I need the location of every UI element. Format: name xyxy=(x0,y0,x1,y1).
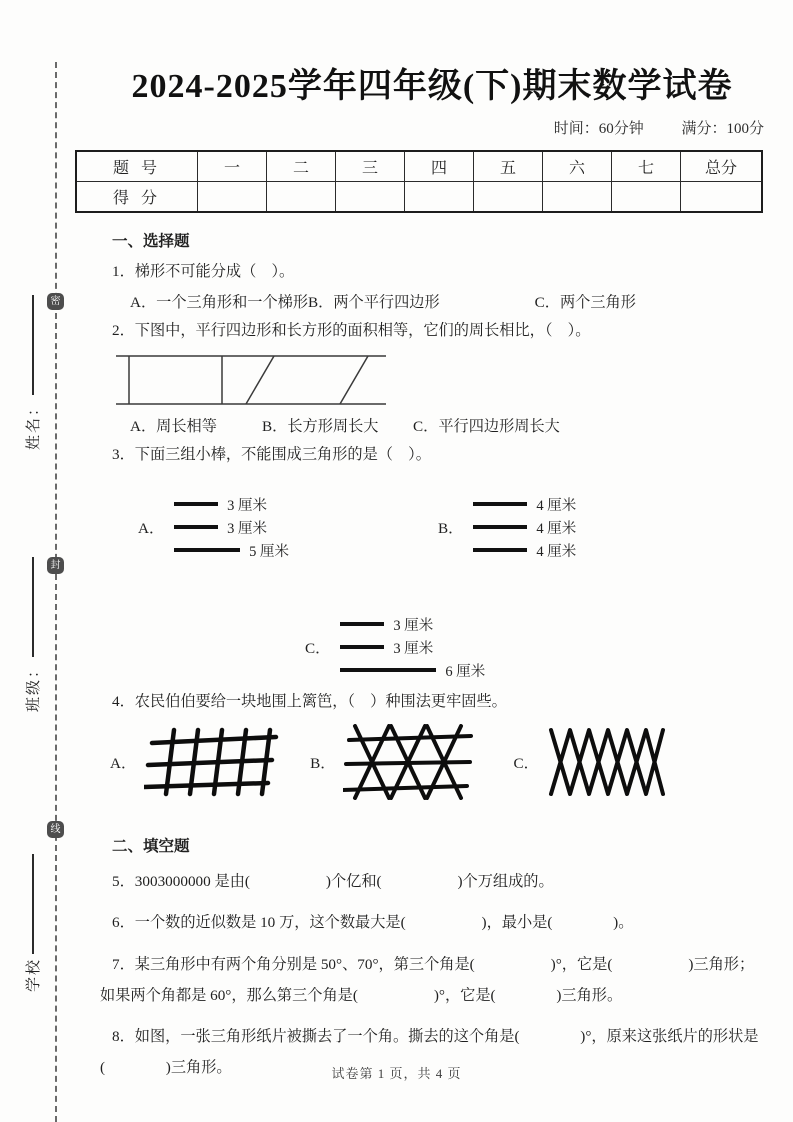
stick-row xyxy=(340,661,485,680)
question-2-text: 2．下图中，平行四边形和长方形的面积相等，它们的周长相比，（ ）。 xyxy=(112,322,591,340)
stick-label: 4 厘米 xyxy=(536,497,577,514)
side-field-class xyxy=(22,557,43,712)
q3-group-c-sticks xyxy=(340,615,485,680)
name-label: 姓名： xyxy=(26,398,42,450)
score-cell-empty xyxy=(543,182,612,213)
section2-heading: 二、填空题 xyxy=(112,838,190,856)
score-table xyxy=(75,150,763,213)
class-blank-line xyxy=(32,557,34,657)
time-limit: 时间：60分钟 xyxy=(553,121,644,137)
stick-3cm xyxy=(340,645,384,649)
school-label: 学校 xyxy=(26,957,42,992)
score-table-header-row xyxy=(76,151,762,182)
col-header-6: 六 xyxy=(543,151,612,182)
stick-row xyxy=(340,615,485,634)
q2-option-c: C．平行四边形周长大 xyxy=(413,417,560,435)
q4-label-b: B． xyxy=(310,754,336,772)
page-footer: 试卷第 1 页，共 4 页 xyxy=(331,1066,462,1081)
stick-5cm xyxy=(174,548,240,552)
stick-3cm xyxy=(174,525,218,529)
col-header-1: 一 xyxy=(198,151,267,182)
score-cell-empty xyxy=(681,182,763,213)
question-3-text: 3．下面三组小棒，不能围成三角形的是（ ）。 xyxy=(112,445,431,463)
stick-label: 4 厘米 xyxy=(536,520,577,537)
stick-4cm xyxy=(473,548,527,552)
q3-group-a xyxy=(138,495,289,560)
stick-row xyxy=(174,541,289,560)
q1-options-ab: A．一个三角形和一个梯形B．两个平行四边形 xyxy=(130,294,440,312)
stick-label: 4 厘米 xyxy=(536,543,577,560)
q3-group-b-sticks xyxy=(473,495,576,560)
col-header-2: 二 xyxy=(267,151,336,182)
question-1-text: 1．梯形不可能分成（ ）。 xyxy=(112,263,295,280)
q3-stick-groups-row1 xyxy=(100,481,764,589)
score-cell-empty xyxy=(612,182,681,213)
stick-label: 3 厘米 xyxy=(393,617,434,634)
question-2-options xyxy=(130,415,764,436)
side-field-name xyxy=(22,295,43,450)
score-cell-empty xyxy=(267,182,336,213)
q1-option-c: C．两个三角形 xyxy=(534,294,636,312)
question-8-text: 8．如图，一张三角形纸片被撕去了一个角。撕去的这个角是( )°，原来这张纸片的形状是( )三角形。 xyxy=(100,1027,759,1077)
stick-row xyxy=(473,541,576,560)
seal-stamp-xian-icon: 线 xyxy=(47,821,64,838)
question-1-options xyxy=(130,291,764,312)
col-header-4: 四 xyxy=(405,151,474,182)
stick-3cm xyxy=(340,622,384,626)
stick-4cm xyxy=(473,502,527,506)
question-6-text: 6．一个数的近似数是 10 万，这个数最大是( )，最小是( )。 xyxy=(112,914,634,932)
stick-label: 3 厘米 xyxy=(227,497,268,514)
stick-row xyxy=(174,495,289,514)
stick-row xyxy=(473,495,576,514)
seal-stamp-mi-icon: 密 xyxy=(47,293,64,310)
q4-fence-options xyxy=(110,724,764,800)
school-blank-line xyxy=(32,854,34,954)
zigzag-fence-figure xyxy=(547,724,667,800)
grid-fence-figure xyxy=(144,726,284,798)
rectangle-parallelogram-figure xyxy=(116,352,388,408)
seal-dashed-line xyxy=(55,62,57,1122)
stick-3cm xyxy=(174,502,218,506)
stick-label: 3 厘米 xyxy=(227,520,268,537)
stick-row xyxy=(340,638,485,657)
col-header-3: 三 xyxy=(336,151,405,182)
question-5-text: 5．3003000000 是由( )个亿和( )个万组成的。 xyxy=(112,873,554,891)
q3-group-c xyxy=(305,615,764,680)
stick-row xyxy=(473,518,576,537)
seal-stamp-feng-icon: 封 xyxy=(47,557,64,574)
name-blank-line xyxy=(32,295,34,395)
question-number-header: 题 号 xyxy=(76,151,198,182)
page-title: 2024-2025学年四年级(下)期末数学试卷 xyxy=(131,68,733,105)
score-cell-empty xyxy=(336,182,405,213)
question-2-figure xyxy=(116,352,764,408)
q4-label-c: C． xyxy=(513,754,539,772)
col-header-total: 总分 xyxy=(681,151,763,182)
stick-6cm xyxy=(340,668,436,672)
q3-group-b-label: B． xyxy=(438,519,464,537)
exam-content xyxy=(100,58,764,1083)
full-score: 满分：100分 xyxy=(681,121,764,137)
stick-4cm xyxy=(473,525,527,529)
q3-group-b xyxy=(438,495,576,560)
col-header-7: 七 xyxy=(612,151,681,182)
q3-group-a-label: A． xyxy=(138,519,165,537)
crossed-fence-figure xyxy=(343,724,475,800)
question-4-text: 4．农民伯伯要给一块地围上篱笆，（ ）种围法更牢固些。 xyxy=(112,692,507,710)
class-label: 班级： xyxy=(26,660,42,712)
stick-label: 5 厘米 xyxy=(249,543,290,560)
q3-group-c-label: C． xyxy=(305,639,331,657)
stick-row xyxy=(174,518,289,537)
score-cell-empty xyxy=(198,182,267,213)
q2-option-b: B．长方形周长大 xyxy=(262,417,379,435)
q3-group-a-sticks xyxy=(174,495,289,560)
exam-meta xyxy=(100,117,764,138)
score-cell-empty xyxy=(405,182,474,213)
q2-option-a: A．周长相等 xyxy=(130,417,217,435)
score-table-score-row xyxy=(76,182,762,213)
col-header-5: 五 xyxy=(474,151,543,182)
score-row-header: 得 分 xyxy=(76,182,198,213)
question-7-text: 7．某三角形中有两个角分别是 50°、70°，第三个角是( )°，它是( )三角形；如果两个角都是 60°，那么第三个角是( )°，它是( )三角形。 xyxy=(100,955,755,1004)
section1-heading: 一、选择题 xyxy=(112,233,190,250)
score-cell-empty xyxy=(474,182,543,213)
stick-label: 3 厘米 xyxy=(393,640,434,657)
stick-label: 6 厘米 xyxy=(445,663,486,680)
side-field-school xyxy=(22,854,43,992)
q4-label-a: A． xyxy=(110,754,137,772)
q3-stick-groups-row2 xyxy=(305,615,764,680)
